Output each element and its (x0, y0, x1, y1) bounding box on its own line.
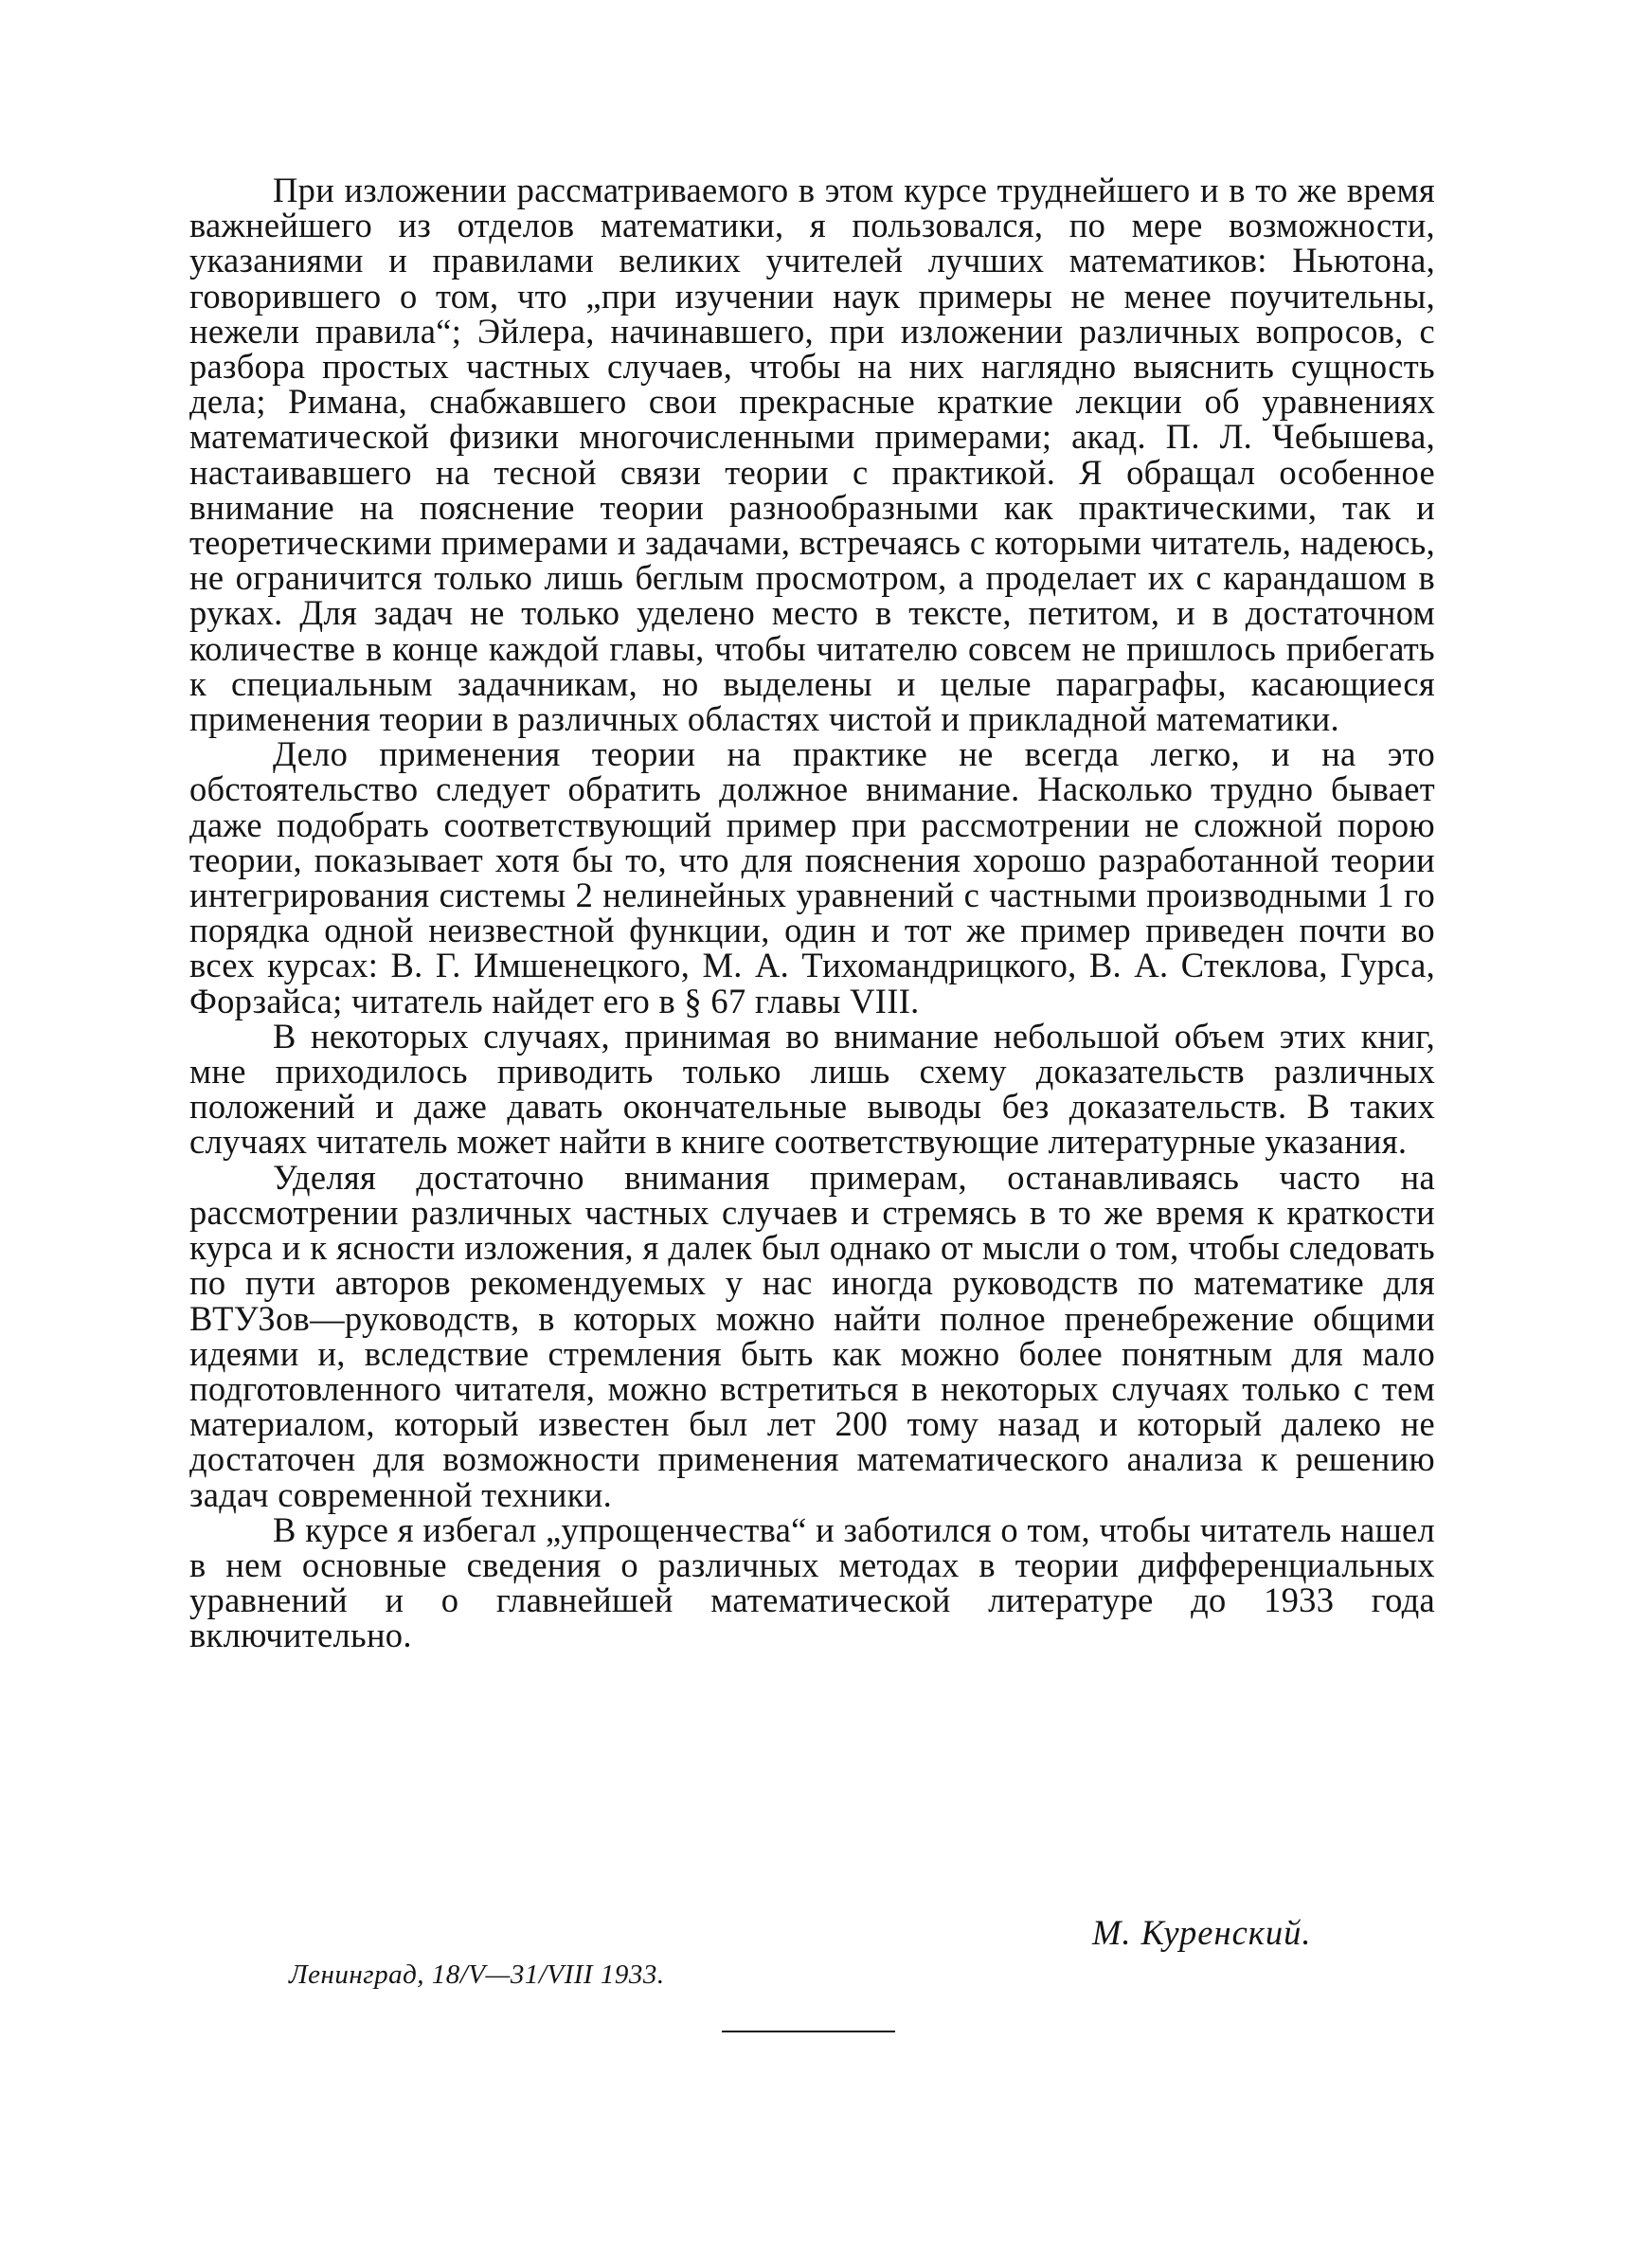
place-and-date: Ленинград, 18/V—31/VIII 1933. (289, 1959, 665, 1990)
paragraph-3: В некоторых случаях, принимая во внимание небольшой объем этих книг, мне приходилось приводить только лишь схему доказательств различных положений и даже давать окончательные выводы без доказательств. В таких случаях читатель может найти в книге соответствующие литературные указания. (189, 1016, 1435, 1162)
paragraph-1: При изложении рассматриваемого в этом курсе труднейшего и в то же время важнейшего из отделов математики, я пользовался, по мере возможности, указаниями и правилами великих учителей лучших математиков: Ньютона, говорившего о том, что „при изучении наук примеры не менее поучительны, нежели правила“; Эйлера, начинавшего, при изложении различных вопросов, с разбора простых частных случаев, чтобы на них наглядно выяснить сущность дела; Римана, снабжавшего свои прекрасные краткие лекции об уравнениях математической физики многочисленными примерами; акад. П. Л. Чебышева, настаивавшего на тесной связи теории с практикой. Я обращал особенное внимание на пояснение теории разнообразными как практическими, так и теоретическими примерами и задачами, встречаясь с которыми читатель, надеюсь, не ограничится только лишь беглым просмотром, а проделает их с карандашом в руках. Для задач не только уделено место в тексте, петитом, и в достаточном количестве в конце каждой главы, чтобы читателю совсем не пришлось прибегать к специальным задачникам, но выделены и целые параграфы, касающиеся применения теории в различных областях чистой и прикладной математики. (189, 171, 1435, 739)
paragraph-2: Дело применения теории на практике не всегда легко, и на это обстоятельство следует обратить должное внимание. Насколько трудно бывает даже подобрать соответствующий пример при рассмотрении не сложной порою теории, показывает хотя бы то, что для пояснения хорошо разработанной теории интегрирования системы 2 нелинейных уравнений с частными производными 1 го порядка одной неизвестной функции, один и тот же пример приведен почти во всех курсах: В. Г. Имшенецкого, М. А. Тихомандрицкого, В. А. Стеклова, Гурса, Форзайса; читатель найдет его в § 67 главы VIII. (189, 734, 1435, 1020)
preface-body (189, 172, 1435, 1653)
paragraph-4: Уделяя достаточно внимания примерам, останавливаясь часто на рассмотрении различных частных случаев и стремясь в то же время к краткости курса и к ясности изложения, я далек был однако от мысли о том, чтобы следовать по пути авторов рекомендуемых у нас иногда руководств по математике для ВТУЗов—руководств, в которых можно найти полное пренебрежение общими идеями и, вследствие стремления быть как можно более понятным для мало подготовленного читателя, можно встретиться в некоторых случаях только с тем материалом, который известен был лет 200 тому назад и который далеко не достаточен для возможности применения математического анализа к решению задач современной техники. (189, 1157, 1435, 1514)
paragraph-5: В курсе я избегал „упрощенчества“ и заботился о том, чтобы читатель нашел в нем основные сведения о различных методах в теории дифференциальных уравнений и о главнейшей математической литературе до 1933 года включительно. (189, 1509, 1435, 1655)
author-signature: М. Куренский. (1092, 1913, 1312, 1952)
section-divider (722, 2031, 895, 2032)
